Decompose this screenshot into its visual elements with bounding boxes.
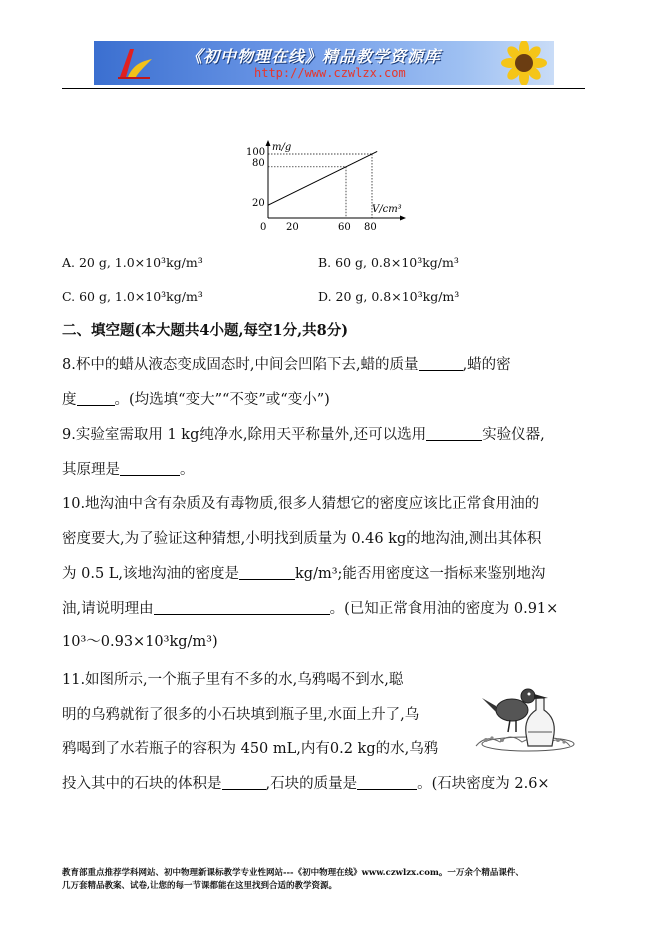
mass-volume-graph: [238, 138, 408, 232]
q10-text: kg/m³;能否用密度这一指标来鉴别地沟: [295, 566, 546, 582]
q8-text: ,蜡的密: [462, 357, 511, 373]
option-a: A. 20 g, 1.0×10³kg/m³: [62, 255, 203, 270]
q9-line-1: [62, 425, 545, 445]
q11-line-2: 明的乌鸦就衔了很多的小石块填到瓶子里,水面上升了,乌: [62, 707, 420, 723]
q11-blank-mass: [357, 774, 417, 790]
q10-text: 油,请说明理由: [62, 601, 154, 617]
footer-line-2: 几万套精品教案、试卷,让您的每一节课都能在这里找到合适的教学资源。: [62, 881, 337, 891]
q8-text: 8.杯中的蜡从液态变成固态时,中间会凹陷下去,蜡的质量: [62, 357, 419, 373]
q9-text: 9.实验室需取用 1 kg纯净水,除用天平称量外,还可以选用: [62, 427, 427, 443]
q11-text: 投入其中的石块的体积是: [62, 776, 222, 792]
q11-text: ,石块的质量是: [265, 776, 358, 792]
q8-text: 度: [62, 392, 77, 408]
q10-line-1: 10.地沟油中含有杂质及有毒物质,很多人猜想它的密度应该比正常食用油的: [62, 496, 540, 512]
option-b: B. 60 g, 0.8×10³kg/m³: [318, 255, 459, 270]
footer-line-1: 教育部重点推荐学科网站、初中物理新课标教学专业性网站---《初中物理在线》www.czwlzx.com。一万余个精品课件、: [62, 868, 524, 878]
q9-blank-instrument: [426, 425, 482, 441]
header-rule: [62, 88, 585, 89]
y-tick-label: 80: [252, 158, 265, 169]
q8-line-2: [62, 390, 330, 410]
q11-line-4: [62, 774, 550, 794]
q8-blank-mass: [419, 355, 463, 371]
q9-blank-principle: [120, 460, 180, 476]
q10-line-2: 密度要大,为了验证这种猜想,小明找到质量为 0.46 kg的地沟油,测出其体积: [62, 531, 542, 547]
q11-blank-volume: [222, 774, 266, 790]
section-heading: 二、填空题(本大题共4小题,每空1分,共8分): [62, 322, 349, 339]
x-tick-label: 80: [364, 222, 377, 232]
q11-line-1: 11.如图所示,一个瓶子里有不多的水,乌鸦喝不到水,聪: [62, 672, 404, 688]
y-tick-label: 20: [252, 198, 265, 209]
crow-bottle-icon: [466, 676, 576, 752]
x-tick-label: 20: [286, 222, 299, 232]
site-logo-icon: [114, 45, 154, 81]
option-d: D. 20 g, 0.8×10³kg/m³: [318, 289, 460, 304]
q10-line-5: 10³～0.93×10³kg/m³): [62, 634, 218, 650]
header-banner: [94, 41, 554, 85]
q9-line-2: [62, 460, 195, 480]
y-tick-label: 100: [246, 147, 266, 158]
q10-line-3: [62, 564, 545, 584]
q8-line-1: [62, 355, 511, 375]
x-tick-label: 60: [338, 222, 351, 232]
q10-blank-reason: [154, 599, 330, 615]
option-c: C. 60 g, 1.0×10³kg/m³: [62, 289, 203, 304]
y-axis-arrow-icon: [266, 140, 271, 146]
q10-text: 。(已知正常食用油的密度为 0.91×: [329, 601, 559, 617]
banner-url: http://www.czwlzx.com: [254, 66, 406, 80]
q9-text: 实验仪器,: [482, 427, 545, 443]
q8-text: 。(均选填“变大”“不变”或“变小”): [114, 392, 330, 408]
y-axis-label: m/g: [272, 142, 292, 153]
q10-text: 为 0.5 L,该地沟油的密度是: [62, 566, 240, 582]
origin-label: 0: [260, 222, 267, 232]
x-axis-label: V/cm³: [372, 204, 402, 215]
q11-line-3: 鸦喝到了水若瓶子的容积为 450 mL,内有0.2 kg的水,乌鸦: [62, 741, 439, 757]
banner-title: 《初中物理在线》精品教学资源库: [186, 47, 442, 66]
q9-text: 。: [180, 462, 195, 478]
q9-text: 其原理是: [62, 462, 120, 478]
x-axis-arrow-icon: [400, 216, 406, 221]
data-line: [268, 151, 377, 205]
q8-blank-density: [77, 390, 115, 406]
q10-blank-density: [239, 564, 295, 580]
q11-text: 。(石块密度为 2.6×: [417, 776, 550, 792]
q10-line-4: [62, 599, 558, 619]
sunflower-icon: [494, 41, 554, 85]
